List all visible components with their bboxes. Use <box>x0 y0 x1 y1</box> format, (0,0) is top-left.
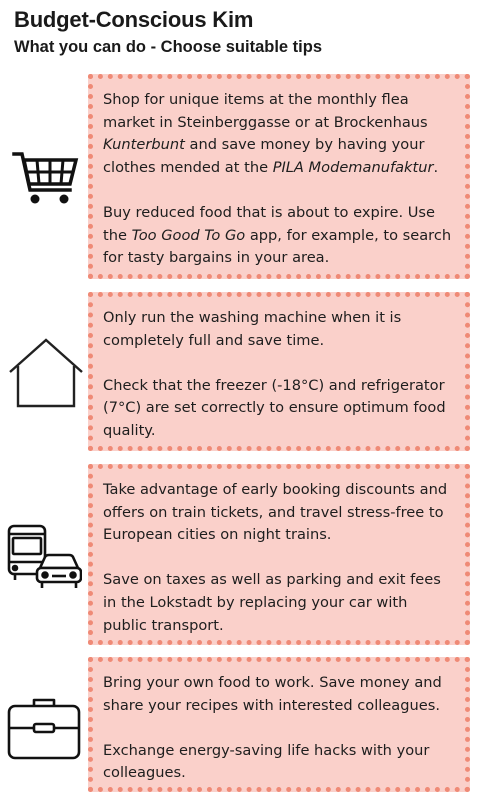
tip-paragraph: Shop for unique items at the monthly flea market in Steinberggasse or at Brockenhaus Kunterbunt and save money by having your clothes mended at the PILA Modemanufaktur. <box>103 91 439 176</box>
tip-card-shopping <box>88 74 470 279</box>
tip-paragraph: Bring your own food to work. Save money and share your recipes with interested colleagues. <box>103 674 442 714</box>
tip-card-home <box>88 292 470 451</box>
tip-paragraph: Exchange energy-saving life hacks with your colleagues. <box>103 741 430 782</box>
house-icon <box>6 332 86 412</box>
header <box>14 6 474 58</box>
bus-and-car-icon <box>6 520 82 596</box>
tip-paragraph: Take advantage of early booking discounts and offers on train tickets, and travel stress-free to European cities on night trains. <box>103 481 448 544</box>
page-title: Budget-Conscious Kim <box>14 7 254 32</box>
shopping-cart-icon <box>6 140 82 216</box>
tip-card-work <box>88 657 470 792</box>
tip-paragraph: Only run the washing machine when it is completely full and save time. <box>103 309 402 349</box>
tip-paragraph: Check that the freezer (-18°C) and refrigerator (7°C) are set correctly to ensure optimum food quality. <box>103 376 446 439</box>
tip-card-mobility <box>88 464 470 645</box>
tip-paragraph: Save on taxes as well as parking and exit fees in the Lokstadt by replacing your car with public transport. <box>103 571 441 634</box>
page-subtitle: What you can do - Choose suitable tips <box>14 38 323 56</box>
tip-paragraph: Buy reduced food that is about to expire. Use the Too Good To Go app, for example, to search for tasty bargains in your area. <box>103 203 452 267</box>
briefcase-icon <box>6 692 82 768</box>
